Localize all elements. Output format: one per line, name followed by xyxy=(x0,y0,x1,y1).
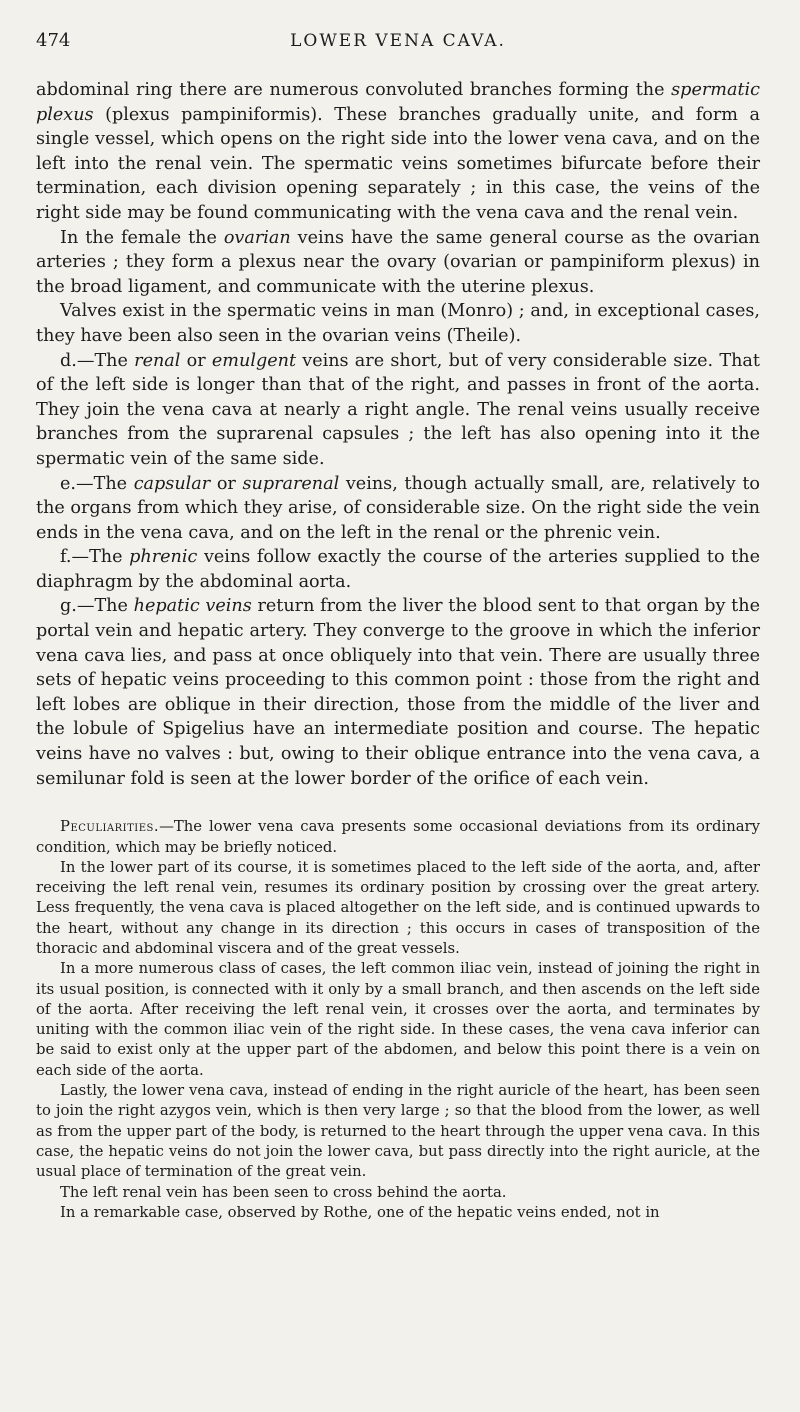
paragraph-phrenic-veins: f.—The phrenic veins follow exactly the course of the arteries supplied to the diaphragm by the abdominal aorta. xyxy=(36,547,760,592)
paragraph-ovarian-veins: In the female the ovarian veins have the same general course as the ovarian arteries ; they form a plexus near the ovary (ovarian or pampiniform plexus) in the broad ligament, and communicate with the uterine plexus. xyxy=(36,227,760,297)
peculiarities-rothe-case: In a remarkable case, observed by Rothe, one of the hepatic veins ended, not in xyxy=(60,1203,660,1221)
peculiarities-left-iliac: In a more numerous class of cases, the left common iliac vein, instead of joining the right in its usual position, is connected with it only by a small branch, and then ascends on the left side of the aorta. After receiving the left renal vein, it crosses over the aorta, and terminates by uniting with the common iliac vein of the right side. In these cases, the vena cava inferior can be said to exist only at the upper part of the abdomen, and below this point there is a vein on each side of the aorta. xyxy=(36,960,760,1079)
peculiarities-intro: Peculiarities.—The lower vena cava presents some occasional deviations from its ordinary condition, which may be briefly noticed. xyxy=(36,818,760,856)
running-head xyxy=(36,30,760,60)
main-text xyxy=(36,78,760,791)
peculiarities-azygos: Lastly, the lower vena cava, instead of ending in the right auricle of the heart, has been seen to join the right azygos vein, which is then very large ; so that the blood from the lower, as well as from the upper part of the body, is returned to the heart through the upper vena cava. In this case, the hepatic veins do not join the lower cava, but pass directly into the right auricle, at the usual place of termination of the great vein. xyxy=(36,1082,760,1181)
paragraph-spermatic-plexus: abdominal ring there are numerous convoluted branches forming the spermatic plexus (plexus pampiniformis). These branches gradually unite, and form a single vessel, which opens on the right side into the lower vena cava, and on the left into the renal vein. The spermatic veins sometimes bifurcate before their termination, each division opening separately ; in this case, the veins of the right side may be found communicating with the vena cava and the renal vein. xyxy=(36,80,760,223)
paragraph-capsular-veins: e.—The capsular or suprarenal veins, though actually small, are, relatively to the organs from which they arise, of considerable size. On the right side the vein ends in the vena cava, and on the left in the renal or the phrenic vein. xyxy=(36,473,761,543)
page-number: 474 xyxy=(36,30,71,51)
peculiarities-left-renal: The left renal vein has been seen to cross behind the aorta. xyxy=(60,1183,507,1201)
peculiarities-section xyxy=(36,817,760,1223)
peculiarities-heading: Peculiarities. xyxy=(60,818,160,836)
section-gap xyxy=(36,791,760,817)
paragraph-hepatic-veins: g.—The hepatic veins return from the liver the blood sent to that organ by the portal vein and hepatic artery. They converge to the groove in which the inferior vena cava lies, and pass at once obliquely into that vein. There are usually three sets of hepatic veins proceeding to this common point : those from the right and left lobes are oblique in their direction, those from the middle of the liver and the lobule of Spigelius have an intermediate position and course. The hepatic veins have no valves : but, owing to their oblique entrance into the vena cava, a semilunar fold is seen at the lower border of the orifice of each vein. xyxy=(36,596,760,789)
paragraph-valves: Valves exist in the spermatic veins in man (Monro) ; and, in exceptional cases, they have been also seen in the ovarian veins (Theile). xyxy=(36,301,760,346)
running-title: LOWER VENA CAVA. xyxy=(290,31,506,51)
paragraph-renal-veins: d.—The renal or emulgent veins are short, but of very considerable size. That of the left side is longer than that of the right, and passes in front of the aorta. They join the vena cava at nearly a right angle. The renal veins usually receive branches from the suprarenal capsules ; the left has also opening into it the spermatic vein of the same side. xyxy=(36,350,760,469)
peculiarities-left-side: In the lower part of its course, it is sometimes placed to the left side of the aorta, and, after receiving the left renal vein, resumes its ordinary position by crossing over the great artery. Less frequently, the vena cava is placed altogether on the left side, and is continued upwards to the heart, without any change in its direction ; this occurs in cases of transposition of the thoracic and abdominal viscera and of the great vessels. xyxy=(36,858,760,957)
